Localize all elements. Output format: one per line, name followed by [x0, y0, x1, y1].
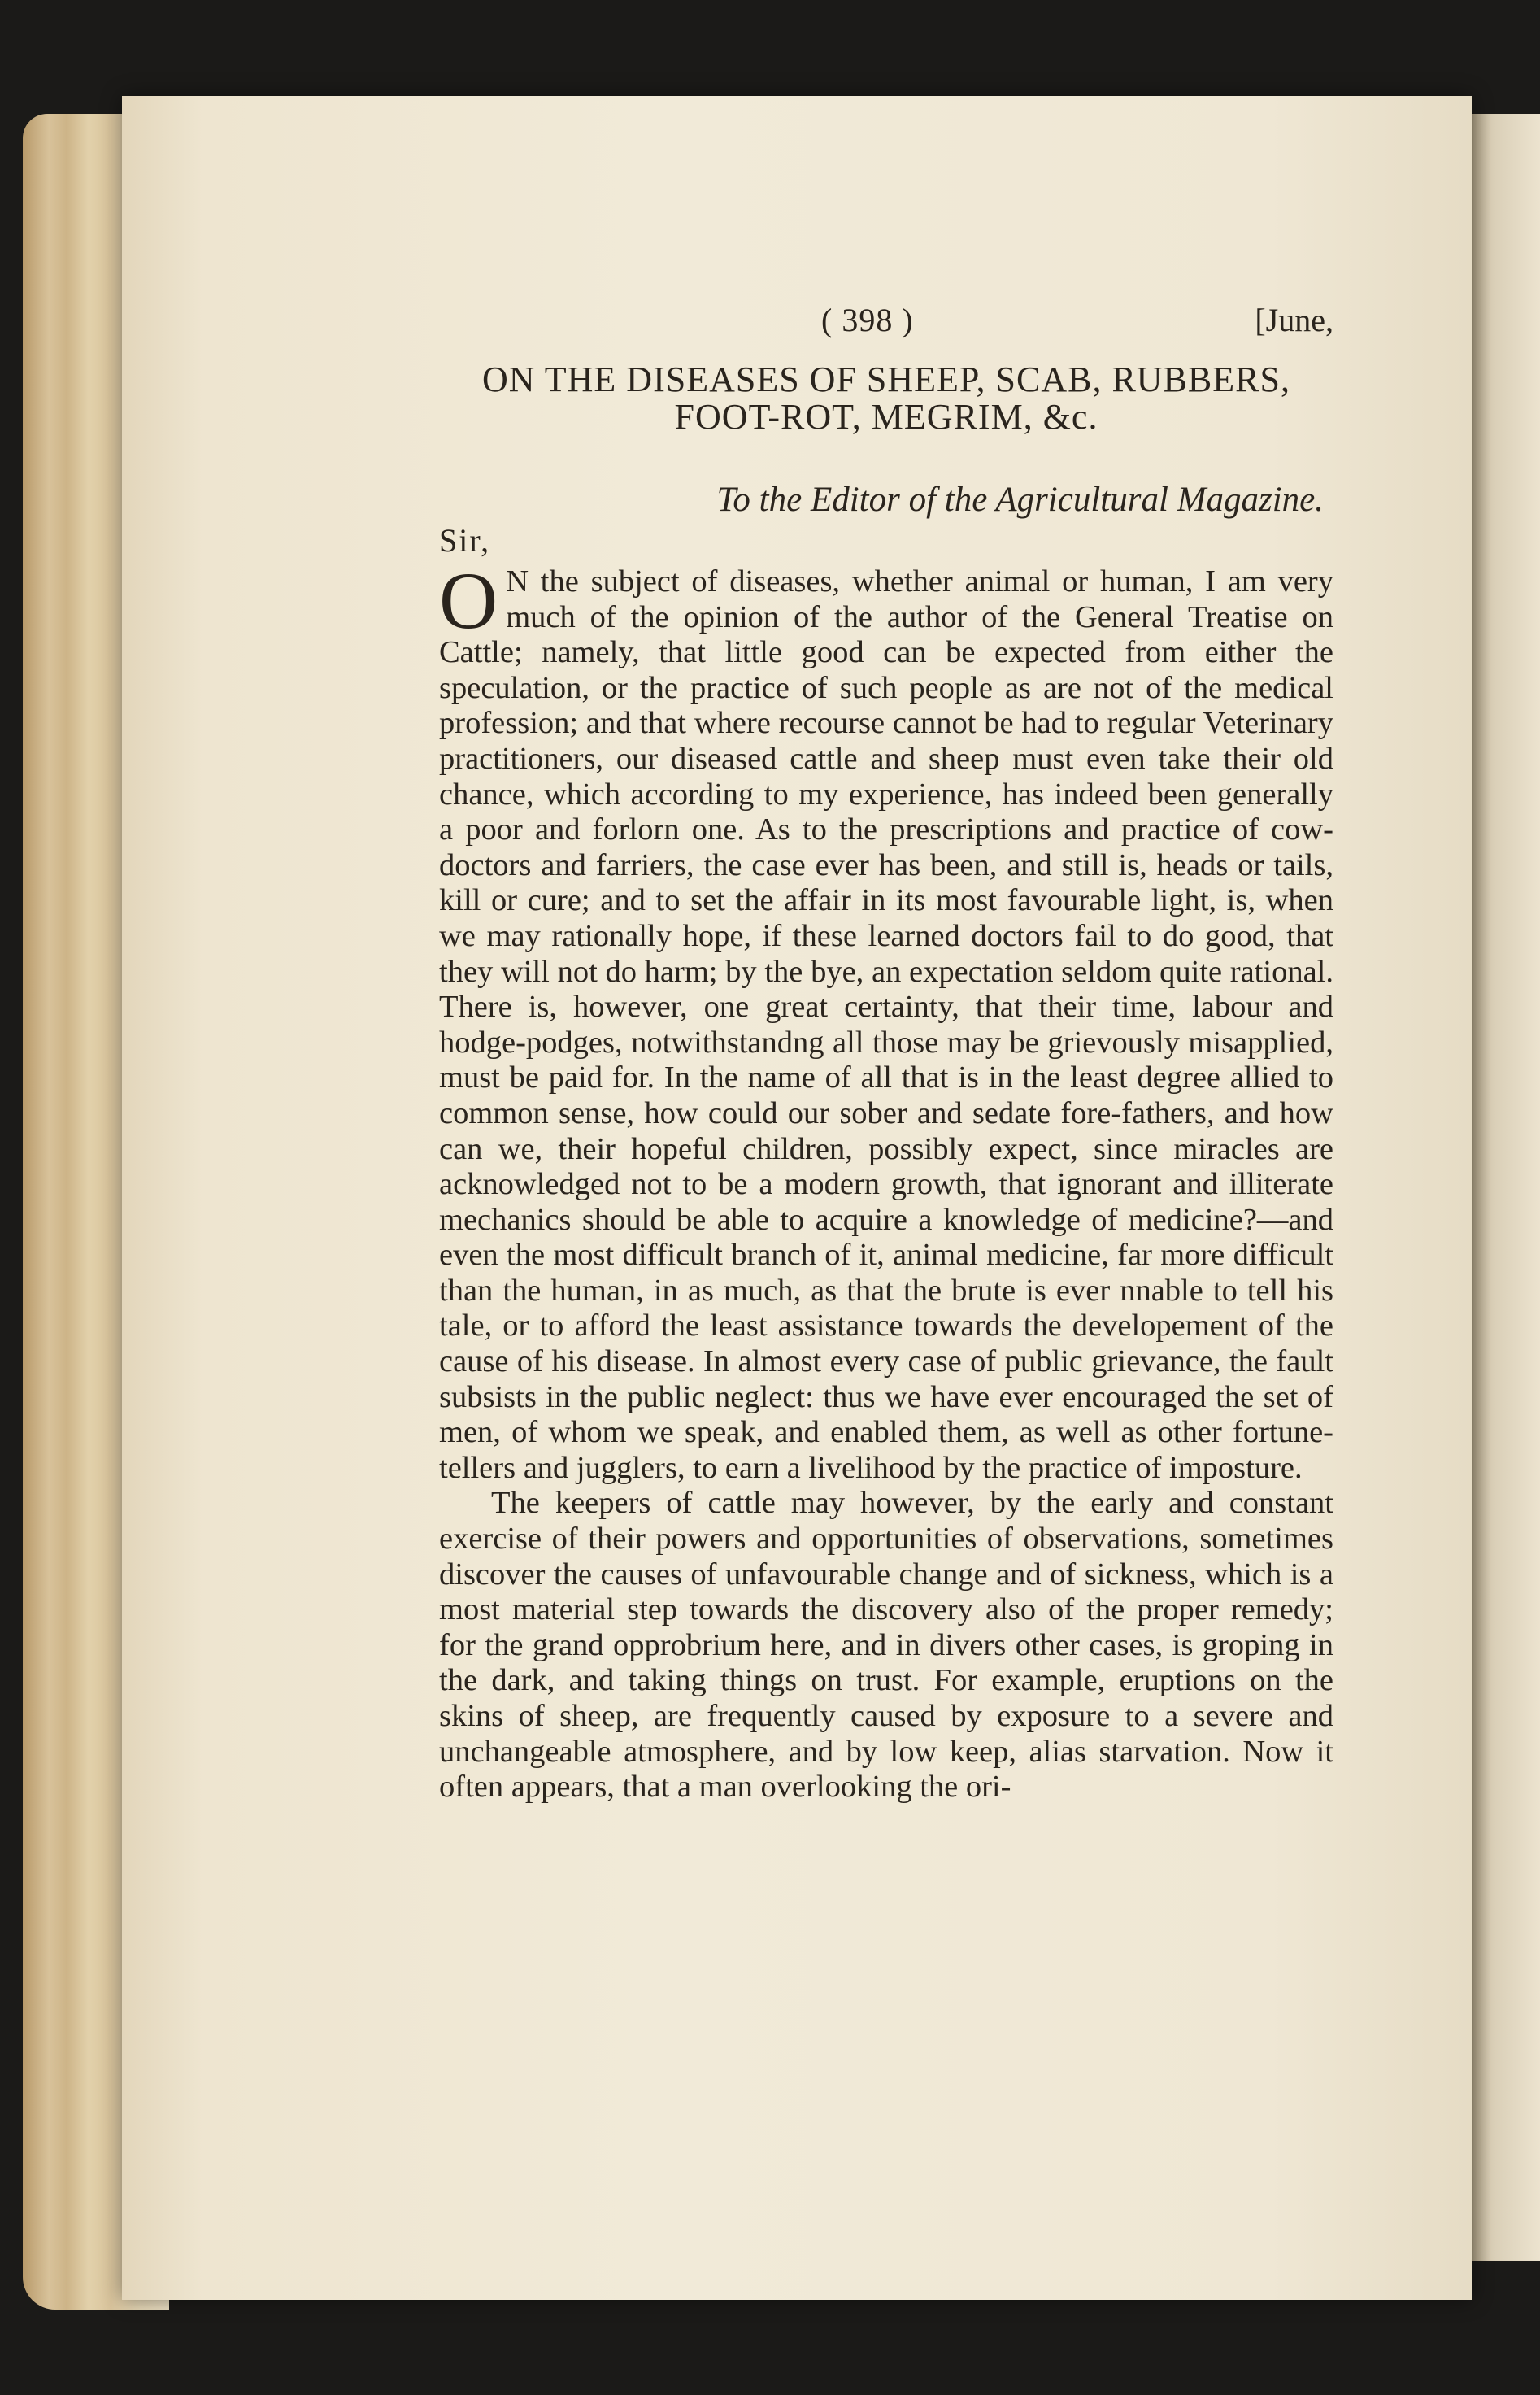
drop-cap: O — [439, 555, 498, 646]
running-head: [June, — [1255, 302, 1333, 338]
paragraph-1-text: N the subject of diseases, whether animal or human, I am very much of the opinion of the author of the General Treatise on Cattle; namely, that little good can be expected from either the speculation, or the practice of such people as are not of the medical profession; and that where recourse cannot be had to regular Veterinary practitioners, our diseased cattle and sheep must even take their old chance, which according to my experience, has indeed been generally a poor and forlorn one. As to the prescriptions and practice of cow-doctors and farriers, the case ever has been, and still is, heads or tails, kill or cure; and to set the affair in its most favourable light, is, when we may rationally hope, if these learned doctors fail to do good, that they will not do harm; by the bye, an expectation seldom quite rational. There is, however, one great certainty, that their time, labour and hodge-podges, notwithstandng all those may be grievously misapplied, must be paid for. In the name of all that is in the least degree allied to common sense, how could our sober and sedate fore-fathers, and how can we, their hopeful children, possibly expect, since miracles are acknowledged not to be a modern growth, that ignorant and illiterate mechanics should be able to acquire a knowledge of medicine?—and even the most difficult branch of it, animal medicine, far more difficult than the human, in as much, as that the brute is ever nnable to tell his tale, or to afford the least assistance towards the developement of the cause of his disease. In almost every case of public grievance, the fault subsists in the public neglect: thus we have ever encouraged the set of men, of whom we speak, and enabled them, as well as other fortune-tellers and jugglers, to earn a livelihood by the practice of imposture. — [439, 564, 1333, 1485]
article-title — [439, 361, 1333, 436]
title-line-2: FOOT-ROT, MEGRIM, &c. — [674, 397, 1098, 437]
addressee-line: To the Editor of the Agricultural Magazine. — [716, 481, 1324, 519]
page-content — [439, 301, 1333, 1805]
paragraph-1 — [439, 555, 1333, 1486]
paragraph-2: The keepers of cattle may however, by the early and constant exercise of their powers and opportunities of observations, sometimes discover the causes of unfavourable change and of sickness, which is a most material step towards the discovery also of the proper remedy; for the grand opprobrium here, and in divers other cases, is groping in the dark, and taking things on trust. For example, eruptions on the skins of sheep, are frequently caused by exposure to a severe and unchangeable atmosphere, and by low keep, alias starvation. Now it often appears, that a man overlooking the ori- — [439, 1486, 1333, 1805]
salutation: Sir, — [439, 522, 491, 559]
article-body — [439, 555, 1333, 1805]
title-line-1: ON THE DISEASES OF SHEEP, SCAB, RUBBERS, — [482, 359, 1290, 399]
facing-page-edge — [1470, 114, 1540, 2261]
page-header — [439, 301, 1333, 350]
page-number: ( 398 ) — [821, 302, 914, 338]
